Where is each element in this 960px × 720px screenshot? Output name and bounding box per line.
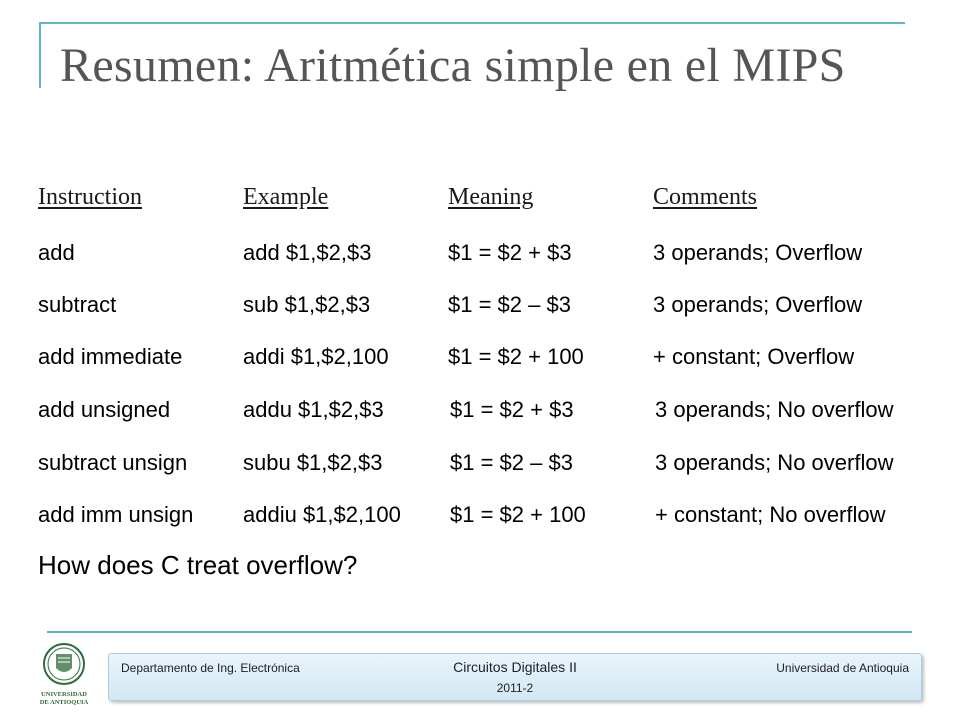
header-example: Example [243,184,329,210]
overflow-question: How does C treat overflow? [38,550,358,580]
cell-meaning: $1 = $2 + 100 [450,502,586,527]
bottom-rule [47,631,912,633]
cell-meaning: $1 = $2 – $3 [450,450,573,475]
seal-shield [56,654,72,672]
cell-instruction: add immediate [38,344,183,369]
cell-instruction: add [38,240,75,265]
cell-instruction: add imm unsign [38,502,194,527]
footer-university: Universidad de Antioquia [776,661,909,675]
footer-bar [108,653,922,701]
cell-instruction: add unsigned [38,397,171,422]
cell-meaning: $1 = $2 – $3 [448,292,571,317]
cell-meaning: $1 = $2 + 100 [448,344,584,369]
cell-comments: + constant; No overflow [655,502,886,527]
footer-department: Departamento de Ing. Electrónica [121,661,300,675]
logo-text-line1: UNIVERSIDAD [41,691,87,698]
cell-comments: 3 operands; Overflow [653,292,863,317]
logo-text-line2: DE ANTIOQUIA [39,699,89,706]
cell-comments: 3 operands; Overflow [653,240,863,265]
cell-example: add $1,$2,$3 [243,240,372,265]
cell-comments: + constant; Overflow [653,344,855,369]
footer-year: 2011-2 [496,681,534,695]
slide-title: Resumen: Aritmética simple en el MIPS [60,39,846,92]
cell-comments: 3 operands; No overflow [655,397,894,422]
cell-example: addu $1,$2,$3 [243,397,384,422]
cell-instruction: subtract [38,292,117,317]
cell-comments: 3 operands; No overflow [655,450,894,475]
cell-meaning: $1 = $2 + $3 [450,397,574,422]
header-instruction: Instruction [38,184,142,210]
cell-example: addi $1,$2,100 [243,344,389,369]
university-seal-logo [36,640,92,712]
cell-example: sub $1,$2,$3 [243,292,371,317]
header-comments: Comments [653,184,758,210]
footer-course: Circuitos Digitales II [453,659,577,675]
cell-instruction: subtract unsign [38,450,188,475]
cell-example: addiu $1,$2,100 [243,502,401,527]
header-meaning: Meaning [448,184,534,210]
cell-example: subu $1,$2,$3 [243,450,383,475]
cell-meaning: $1 = $2 + $3 [448,240,572,265]
